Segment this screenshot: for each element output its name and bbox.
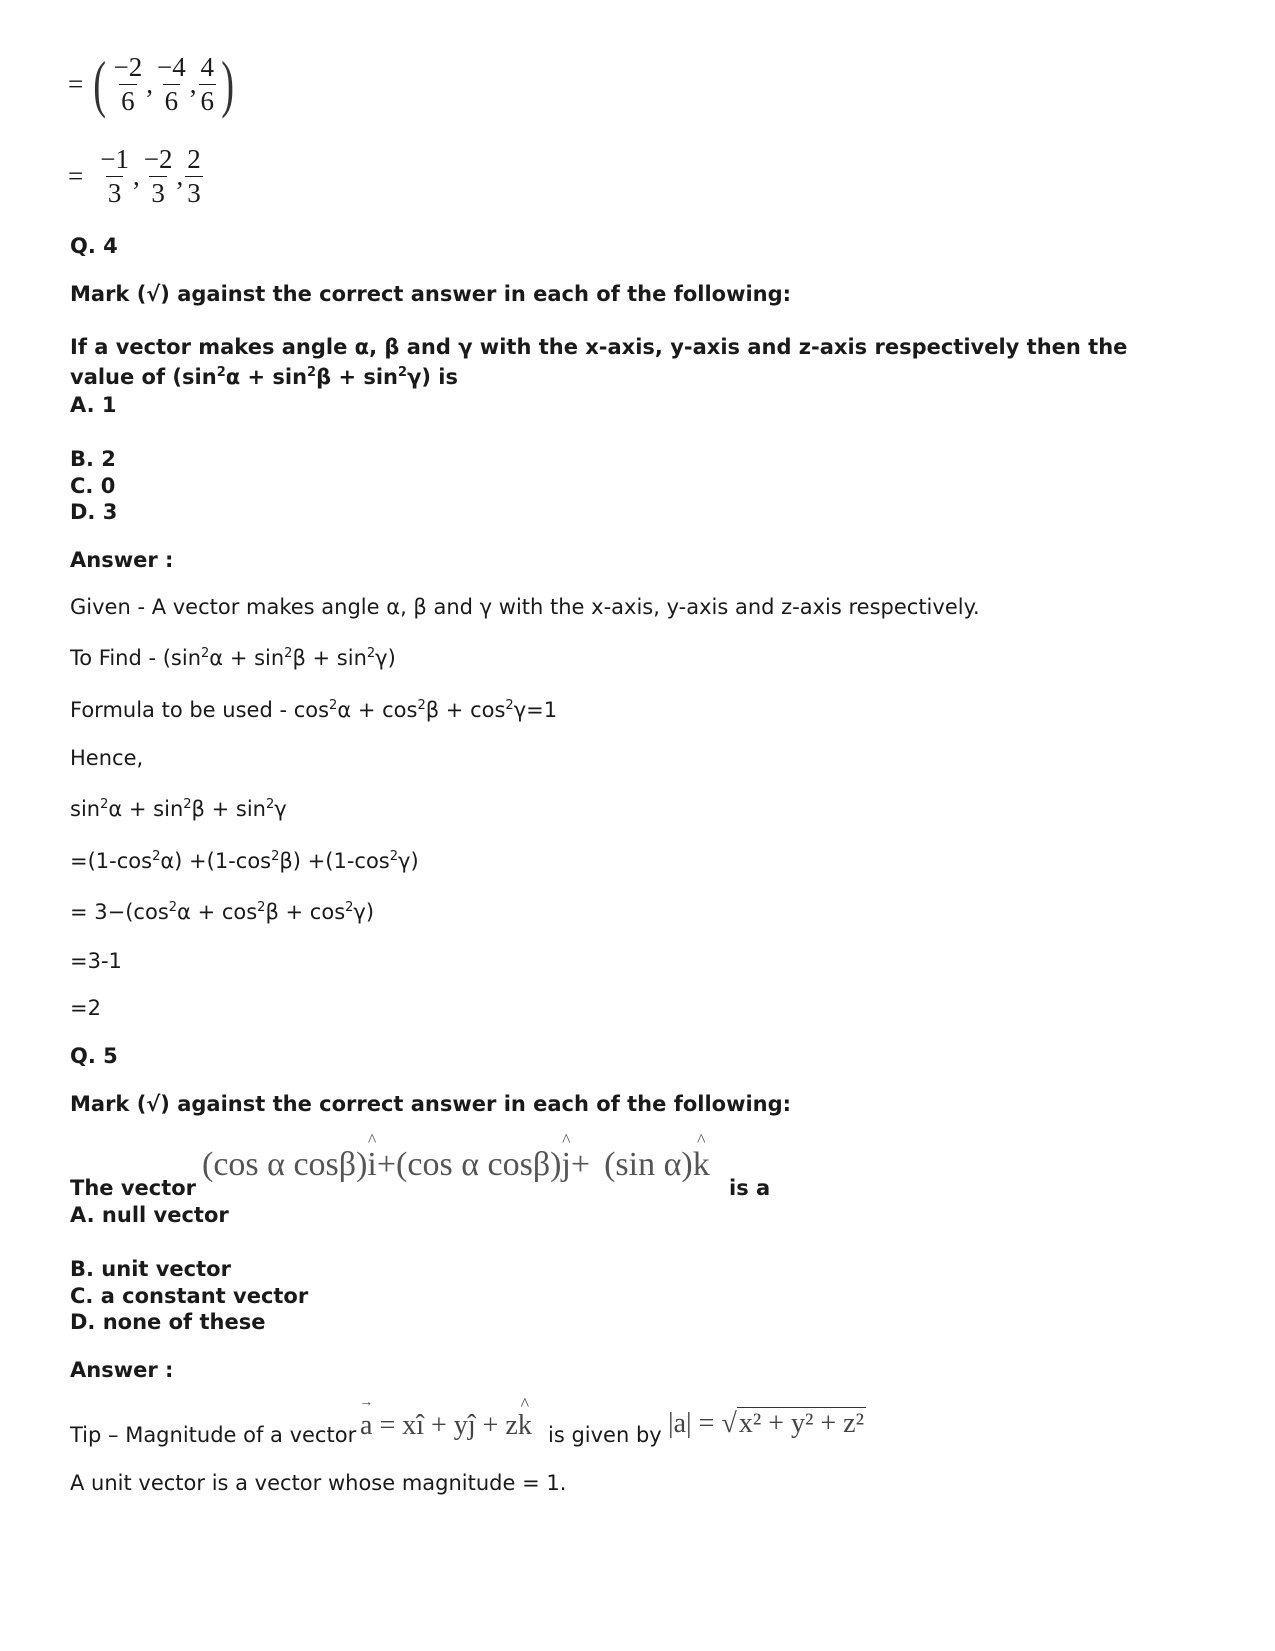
solution-step-3: = $3-(\cos^2\alpha + \cos^2\beta + \cos^2\gamma)$ xyxy=(70,900,375,924)
option-a[interactable]: A. null vector xyxy=(70,1203,229,1227)
vector-expression: (cos α cosβ)^ i+(cos α cosβ)^ j+ (sin α)^ k xyxy=(202,1146,710,1184)
question-text-line-2: value of $(\sin^2\alpha + \sin^2\beta + \sin^2\gamma)$ is xyxy=(70,365,458,389)
i-hat: ^ i xyxy=(367,1146,376,1184)
fraction: $\frac{-1}{3}$ xyxy=(100,144,129,208)
right-paren: ) xyxy=(221,48,235,119)
fraction: $\frac{2}{3}$ xyxy=(187,144,201,208)
question-text-prefix: The vector xyxy=(70,1176,197,1200)
solution-step-4: =3-1 xyxy=(70,949,122,973)
tip-mid: is given by xyxy=(548,1423,662,1447)
question-text-suffix: is a xyxy=(729,1176,771,1200)
magnitude-formula: |a| = √x² + y² + z² xyxy=(668,1408,865,1439)
fraction-vector-line-2: = $\frac{-1}{3}$ , $\frac{-2}{3}$ , $\frac{2}{3}$ xyxy=(68,144,201,208)
solution-step-5: =2 xyxy=(70,996,101,1020)
k-hat: ^ k xyxy=(693,1146,710,1184)
given-text: Given - A vector makes angle α, β and γ with the x-axis, y-axis and z-axis respectively. xyxy=(70,595,980,619)
option-b[interactable]: B. unit vector xyxy=(70,1257,231,1281)
j-hat: ^ j xyxy=(561,1146,570,1184)
question-text-line-1: If a vector makes angle α, β and γ with the x-axis, y-axis and z-axis respectively then the xyxy=(70,335,1128,359)
to-find-text: To Find - $(\sin^2\alpha + \sin^2\beta + \sin^2\gamma)$ xyxy=(70,646,396,670)
question-heading: Q. 5 xyxy=(70,1044,118,1068)
k-hat: ^ k xyxy=(518,1410,532,1442)
unit-vector-definition: A unit vector is a vector whose magnitude = 1. xyxy=(70,1471,567,1495)
equals-sign: = xyxy=(68,68,84,99)
formula-text: Formula to be used - $\cos^2\alpha + \cos^2\beta + \cos^2\gamma=1$ xyxy=(70,698,558,722)
fraction: $\frac{4}{6}$ xyxy=(200,51,215,116)
hence-text: Hence, xyxy=(70,746,144,770)
question-instruction: Mark (√) against the correct answer in each of the following: xyxy=(70,1092,792,1116)
equals-sign: = xyxy=(68,161,84,191)
vector-definition: → a = xî + yĵ + z^ k xyxy=(360,1410,532,1442)
tip-prefix: Tip – Magnitude of a vector xyxy=(70,1423,357,1447)
solution-step-1: $\sin^2\alpha + \sin^2\beta + \sin^2\gamma$ xyxy=(70,797,287,821)
option-d[interactable]: D. none of these xyxy=(70,1310,266,1334)
question-heading: Q. 4 xyxy=(70,234,118,258)
fraction-vector-line-1: = ( $\frac{-2}{6}$ , $\frac{-4}{6}$ , $\frac{4}{6}$ ) xyxy=(68,48,235,119)
option-d[interactable]: D. 3 xyxy=(70,500,118,524)
a-vector: → a xyxy=(360,1410,372,1442)
fraction: $\frac{-4}{6}$ xyxy=(157,51,186,116)
option-c[interactable]: C. 0 xyxy=(70,474,116,498)
option-a[interactable]: A. 1 xyxy=(70,393,117,417)
solution-step-2: $=(1-\cos^2\alpha) +(1-\cos^2\beta) +(1-\cos^2\gamma)$ xyxy=(70,849,419,873)
question-instruction: Mark (√) against the correct answer in each of the following: xyxy=(70,282,792,306)
option-c[interactable]: C. a constant vector xyxy=(70,1284,309,1308)
answer-label: Answer : xyxy=(70,1358,174,1382)
fraction: $\frac{-2}{3}$ xyxy=(143,144,173,208)
answer-label: Answer : xyxy=(70,548,174,572)
left-paren: ( xyxy=(93,48,107,119)
option-b[interactable]: B. 2 xyxy=(70,447,116,471)
sqrt-sign: √ xyxy=(721,1408,737,1439)
fraction: $\frac{-2}{6}$ xyxy=(113,51,143,116)
